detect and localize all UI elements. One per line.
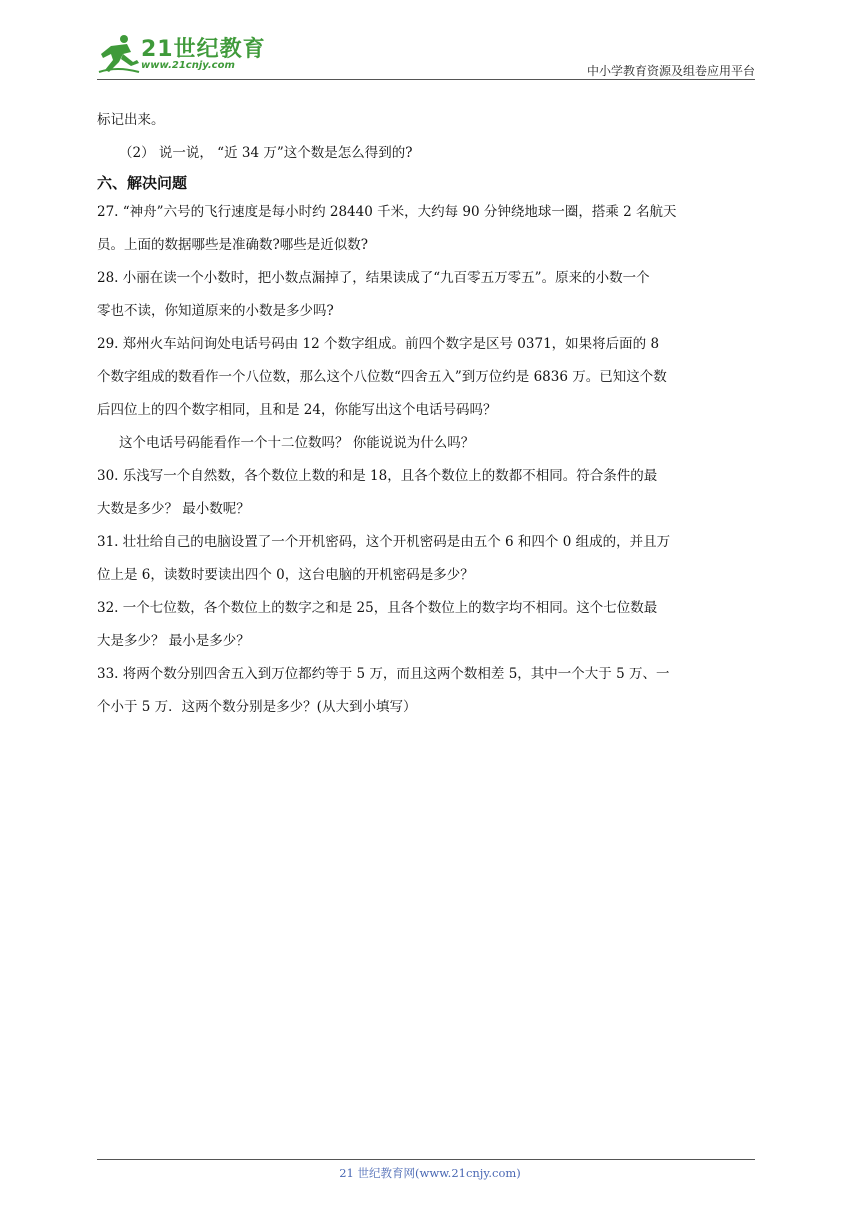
footer-divider [97,1159,755,1160]
section-heading: 六、解决问题 [97,174,188,192]
page-footer[interactable]: 21 世纪教育网(www.21cnjy.com) [339,1166,521,1180]
logo-text: 21世纪教育 [141,37,266,62]
running-figure-icon [97,32,141,76]
question-33-line-2: 个小于 5 万．这两个数分别是多少？(从大到小填写） [97,699,417,715]
question-30-line-2: 大数是多少？ 最小数呢？ [97,501,250,517]
document-body [97,104,765,724]
question-27-line-2: 员。上面的数据哪些是准确数?哪些是近似数? [97,237,368,253]
question-32-line-2: 大是多少？ 最小是多少？ [97,633,250,649]
question-33-line-1: 33. 将两个数分别四舍五入到万位都约等于 5 万，而且这两个数相差 5，其中一个大于 5 万、一 [97,666,670,682]
page-header [97,32,755,80]
question-28-line-1: 28. 小丽在读一个小数时，把小数点漏掉了，结果读成了“九百零五万零五”。原来的小数一个 [97,270,650,286]
text-line: 标记出来。 [97,112,165,128]
question-32-line-1: 32. 一个七位数，各个数位上的数字之和是 25，且各个数位上的数字均不相同。这个七位数最 [97,600,658,616]
question-29-line-2: 个数字组成的数看作一个八位数，那么这个八位数“四舍五入”到万位约是 6836 万。已知这个数 [97,369,667,385]
question-31-line-1: 31. 壮壮给自己的电脑设置了一个开机密码，这个开机密码是由五个 6 和四个 0 组成的，并且万 [97,534,671,550]
question-31-line-2: 位上是 6，读数时要读出四个 0，这台电脑的开机密码是多少？ [97,567,474,583]
question-29-line-3: 后四位上的四个数字相同，且和是 24，你能写出这个电话号码吗？ [97,402,497,418]
site-logo[interactable] [97,32,266,76]
question-28-line-2: 零也不读，你知道原来的小数是多少吗? [97,303,334,319]
question-30-line-1: 30. 乐浅写一个自然数，各个数位上数的和是 18，且各个数位上的数都不相同。符合条件的最 [97,468,658,484]
logo-url: www.21cnjy.com [141,60,235,71]
question-27-line-1: 27. “神舟”六号的飞行速度是每小时约 28440 千米，大约每 90 分钟绕地球一圈，搭乘 2 名航天 [97,204,677,220]
sub-question-2: （2） 说一说， “近 34 万”这个数是怎么得到的? [119,145,413,161]
platform-name: 中小学教育资源及组卷应用平台 [586,64,755,78]
header-divider [97,79,755,80]
question-29-line-4: 这个电话号码能看作一个十二位数吗？ 你能说说为什么吗？ [119,435,475,451]
question-29-line-1: 29. 郑州火车站问询处电话号码由 12 个数字组成。前四个数字是区号 0371，如果将后面的 8 [97,336,660,352]
